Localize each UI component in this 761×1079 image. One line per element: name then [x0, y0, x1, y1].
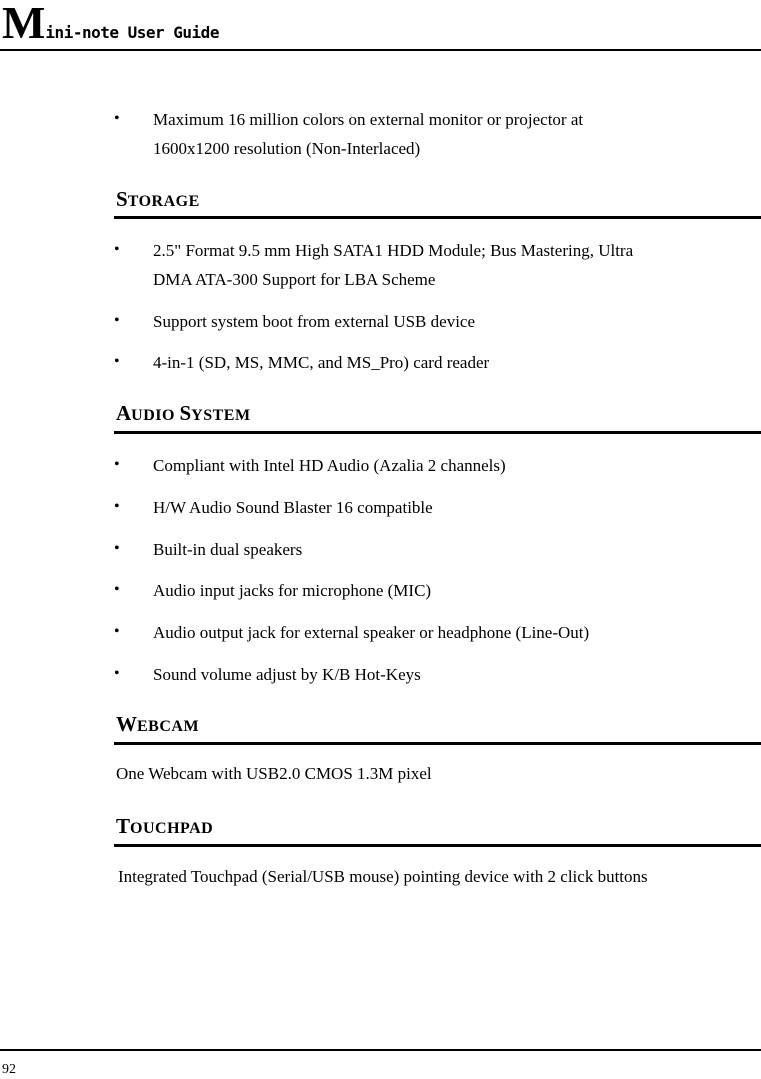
bullet-icon: • [114, 456, 120, 473]
webcam-description: One Webcam with USB2.0 CMOS 1.3M pixel [116, 764, 432, 783]
page-number: 92 [2, 1062, 16, 1077]
bullet-icon: • [114, 540, 120, 557]
intro-item-line2: 1600x1200 resolution (Non-Interlaced) [153, 139, 421, 158]
section-title-storage: STORAGE [116, 187, 200, 211]
section-title-webcam: WEBCAM [116, 712, 200, 736]
intro-item-line1: Maximum 16 million colors on external monitor or projector at [153, 110, 584, 129]
touchpad-description: Integrated Touchpad (Serial/USB mouse) pointing device with 2 click buttons [118, 867, 648, 886]
page-header [0, 0, 761, 51]
list-item: Sound volume adjust by K/B Hot-Keys [153, 665, 421, 684]
list-item: 4-in-1 (SD, MS, MMC, and MS_Pro) card reader [153, 353, 490, 372]
section-title-touchpad: TOUCHPAD [116, 814, 214, 838]
section-rule [114, 216, 761, 219]
header-title [2, 0, 219, 46]
list-item: Compliant with Intel HD Audio (Azalia 2 channels) [153, 456, 506, 475]
bullet-icon: • [114, 353, 120, 370]
list-item-continuation: DMA ATA-300 Support for LBA Scheme [153, 270, 436, 289]
section-rule [114, 742, 761, 745]
section-rule [114, 844, 761, 847]
bullet-icon: • [114, 241, 120, 258]
section-rule [114, 431, 761, 434]
list-item: Audio output jack for external speaker or headphone (Line-Out) [153, 623, 590, 642]
section-title-audio-system: AUDIO SYSTEM [116, 401, 251, 425]
bullet-icon: • [114, 110, 120, 127]
list-item: 2.5" Format 9.5 mm High SATA1 HDD Module; Bus Mastering, Ultra [153, 241, 634, 260]
bullet-icon: • [114, 623, 120, 640]
bullet-icon: • [114, 312, 120, 329]
footer-rule [0, 1049, 761, 1051]
bullet-icon: • [114, 498, 120, 515]
list-item: H/W Audio Sound Blaster 16 compatible [153, 498, 433, 517]
list-item: Audio input jacks for microphone (MIC) [153, 581, 432, 600]
bullet-icon: • [114, 665, 120, 682]
header-title-rest: ini-note User Guide [45, 23, 219, 42]
bullet-icon: • [114, 581, 120, 598]
list-item: Support system boot from external USB device [153, 312, 476, 331]
header-title-initial: M [2, 0, 46, 48]
list-item: Built-in dual speakers [153, 540, 303, 559]
